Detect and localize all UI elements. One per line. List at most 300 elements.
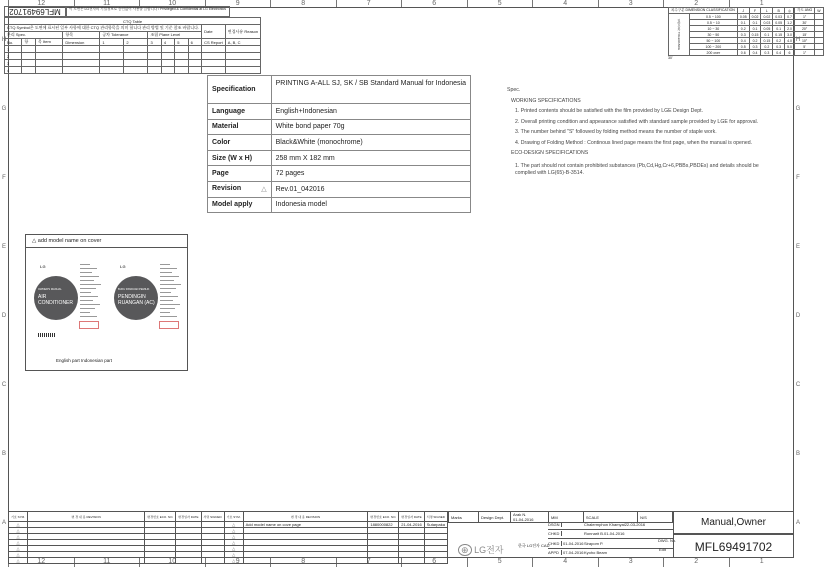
revision-date: 21-04-2016 (399, 522, 424, 528)
ruler-row-H: H (795, 37, 801, 43)
ctq-cell[interactable] (175, 67, 188, 74)
spec-value: English+Indonesian (271, 104, 470, 120)
spec-value: 258 mm X 182 mm (271, 150, 470, 166)
ctq-subheader: Dimension (63, 39, 100, 46)
ctq-cell[interactable] (175, 60, 188, 67)
ruler-row-G: G (795, 106, 801, 112)
ctq-cell[interactable] (22, 60, 36, 67)
spec-value: Indonesia model (271, 197, 470, 213)
revision-header: 변 경 내 용 REVISION (27, 512, 144, 522)
ctq-subheader: 6 (188, 39, 201, 46)
revision-header: 기호 SYM. (224, 512, 243, 522)
text-line (80, 288, 96, 289)
ctq-subheader: 3 (148, 39, 161, 46)
revision-symbol-icon: △ (224, 558, 243, 564)
text-line (160, 272, 172, 273)
revision-header: 서명 SIGNED (201, 512, 224, 522)
spec-value: PRINTING A-ALL SJ, SK / SB Standard Manual for Indonesia (271, 76, 470, 104)
ctq-note: CTQ Symbol은 도면에 표시된 일부 사항에 대한 CTQ 관리항목을 의미 합니다 관리 방법 및 기준 참조 바랍니다. (5, 25, 202, 32)
ctq-row (5, 53, 261, 60)
tol-value: 0.05 (773, 20, 785, 26)
text-line (80, 272, 92, 273)
tol-value: 0.4 (773, 50, 785, 56)
spec-value: Black&White (monochrome) (271, 135, 470, 151)
ctq-cell[interactable] (22, 53, 36, 60)
project: 한국 LG전자 CAD (518, 543, 550, 548)
title-block (448, 511, 794, 558)
revision-table (8, 511, 448, 564)
spec-row (208, 197, 471, 213)
revision-symbol-icon: △ (224, 540, 243, 546)
ruler-col-10: 10 (139, 0, 205, 7)
revision-date (176, 558, 201, 564)
revision-symbol-icon: △ (224, 522, 243, 528)
revision-header: 변경일자 DATE (399, 512, 424, 522)
revision-triangle-icon: △ (261, 186, 267, 194)
lg-logo: ⊕ LG전자 (458, 543, 503, 556)
tol-value: 6 (785, 50, 795, 56)
sign-date: 07-04-2016 (563, 550, 584, 556)
ctq-cell[interactable] (161, 60, 174, 67)
sign-name: Ronnarit B.01-04-2016 (584, 531, 625, 537)
text-line (80, 296, 98, 297)
tol-angle: 1° (794, 50, 814, 56)
text-line (160, 292, 171, 293)
revision-symbol-icon: △ (224, 534, 243, 540)
warning-triangle-icon: △ (32, 238, 37, 244)
revision-symbol-icon: △ (224, 528, 243, 534)
ctq-cell[interactable] (202, 60, 226, 67)
text-line (160, 288, 176, 289)
text-line (80, 284, 101, 285)
sign-row (548, 549, 673, 559)
spec-notes (507, 85, 779, 177)
ruler-col-11: 11 (74, 558, 140, 567)
spec-key: Specification (208, 76, 272, 104)
tol-angle: 5' (794, 44, 814, 50)
tol-value: 0.03 (773, 14, 785, 20)
ctq-cell[interactable] (225, 46, 260, 53)
ruler-col-4: 4 (532, 558, 598, 567)
revision-symbol-icon: △ (9, 534, 28, 540)
revision-eco (145, 558, 176, 564)
ctq-cell[interactable] (202, 53, 226, 60)
preview-title: add model name on cover (37, 238, 102, 244)
ruler-row-D: D (795, 313, 801, 319)
ctq-block (4, 6, 259, 74)
cover-left (32, 258, 104, 348)
model-name-highlight (159, 321, 179, 329)
lg-logo: LG (40, 264, 46, 269)
ruler-col-9: 9 (205, 0, 271, 7)
sign-role: CHKD (548, 541, 562, 546)
revision-symbol-icon: △ (9, 522, 28, 528)
ctq-cell[interactable] (175, 46, 188, 53)
ctq-subheader: 4 (161, 39, 174, 46)
ctq-cell[interactable] (202, 67, 226, 74)
cover-title: PENDINGIN RUANGAN (AC) (118, 294, 155, 306)
ruler-row-C: C (795, 382, 801, 388)
ruler-row-E: E (1, 244, 6, 250)
tol-value: 0.02 (761, 14, 773, 20)
ruler-col-9: 9 (205, 558, 271, 567)
working-title: WORKING SPECIFICATIONS (511, 97, 581, 104)
design-date: 01-04-2016 (513, 517, 534, 522)
tol-value: 2.0 (785, 26, 795, 32)
ruler-row-F: F (796, 175, 800, 181)
text-line (160, 296, 178, 297)
tol-value: 0.6 (737, 50, 749, 56)
ctq-cell[interactable] (175, 53, 188, 60)
ruler-col-10: 10 (139, 558, 205, 567)
tol-col: J (737, 8, 749, 14)
ctq-cell[interactable] (63, 53, 100, 60)
ruler-col-11: 11 (74, 0, 140, 7)
spec-row (208, 150, 471, 166)
ctq-cell[interactable] (22, 67, 36, 74)
tol-value: 0.5 (737, 44, 749, 50)
tol-range: 0.5 ~ 100 (689, 14, 737, 20)
edit-label: Edit (659, 547, 666, 552)
confidential-note: 이 도면은 LG전자의 기밀정보로 승인없이 사용을 금합니다 / Privileged & Confidential at LG Electronics (66, 6, 230, 17)
ruler-col-2: 2 (663, 558, 729, 567)
text-line (80, 312, 90, 313)
revision-text: Add model name on cove page (243, 522, 368, 528)
tol-value: 0.4 (737, 38, 749, 44)
tol-value: 0.4 (749, 50, 761, 56)
ctq-cell[interactable] (161, 46, 174, 53)
text-line (80, 276, 99, 277)
eco-item: 1. The part should not contain prohibited substances (Pb,Cd,Hg,Cr+6,PBBs,PBDEs) and details should be complied with LG(65)-B-3514. (515, 162, 759, 176)
ctq-cell[interactable] (100, 53, 124, 60)
ctq-cell[interactable] (148, 67, 161, 74)
ruler-col-3: 3 (598, 0, 664, 7)
ruler-row-B: B (795, 451, 800, 457)
revision-symbol-icon: △ (224, 552, 243, 558)
sign-date: 01-04-2016 (563, 540, 584, 546)
ruler-row-D: D (1, 313, 7, 319)
revision-date (399, 558, 424, 564)
working-item: 1. Printed contents should be satisfied with the film provided by LGE Design Dept. (515, 108, 704, 114)
scale-value: N/S (638, 512, 673, 523)
part-number: MFL69491702 (673, 534, 794, 558)
tol-col: L (761, 8, 773, 14)
ctq-cell[interactable] (100, 46, 124, 53)
sign-name: Sirapom P. (584, 540, 604, 546)
sign-row (548, 539, 673, 549)
ctq-cell[interactable] (225, 53, 260, 60)
ctq-subheader: 1 (100, 39, 124, 46)
revision-symbol-icon: △ (9, 546, 28, 552)
spec-key: Revision △ (208, 181, 272, 197)
ctq-row-no: 2 (5, 53, 22, 60)
ruler-row-C: C (1, 382, 7, 388)
ctq-cell[interactable] (124, 53, 148, 60)
ctq-row (5, 60, 261, 67)
part-name: Manual,Owner (673, 511, 794, 534)
tolerance-table (668, 7, 821, 60)
ruler-row-A: A (1, 520, 6, 526)
tol-value: 0.05 (737, 14, 749, 20)
cover-right (112, 258, 184, 348)
text-line (160, 316, 177, 317)
tol-value: 0.2 (761, 44, 773, 50)
working-item: 4. Drawing of Folding Method : Continous lined page means the first page, when the manual is opened. (515, 139, 753, 146)
ctq-cell[interactable] (124, 67, 148, 74)
ctq-row-no: 3 (5, 60, 22, 67)
sign-name: Chalermphon Khamyai22-03-2016 (584, 521, 646, 527)
ruler-col-1: 1 (729, 558, 795, 567)
text-line (160, 284, 181, 285)
spec-row (208, 166, 471, 182)
spec-row (208, 119, 471, 135)
tol-col: 각도 ANG (794, 8, 814, 14)
revision-signed: Sutarpaka (424, 522, 447, 528)
ctq-cell[interactable] (148, 46, 161, 53)
ctq-cell[interactable] (202, 46, 226, 53)
ruler-col-2: 2 (663, 0, 729, 7)
revision-text (243, 558, 368, 564)
mirrored-part-number: MFL69491702 (4, 6, 66, 17)
tol-value: 0.3 (773, 44, 785, 50)
sign-row (548, 520, 673, 530)
preview-caption: English part Indonesian part (56, 358, 113, 363)
ctq-cell[interactable] (63, 46, 100, 53)
tol-value: 0.03 (761, 20, 773, 26)
ctq-row-no: 4 (5, 67, 22, 74)
ruler-col-6: 6 (401, 558, 467, 567)
notes-title: Spec. (507, 87, 521, 93)
ctq-cell[interactable] (36, 46, 63, 53)
text-line (160, 264, 170, 265)
working-item: 2. Overall printing condition and appearance satisfied with standard sample provided by LGE for approval. (515, 118, 759, 125)
ruler-row-H: H (1, 37, 7, 43)
ctq-row-no: 1 (5, 46, 22, 53)
ruler-col-12: 12 (8, 558, 74, 567)
spec-value: 72 pages (271, 166, 470, 182)
text-line (160, 280, 174, 281)
ctq-subheader: 5 (175, 39, 188, 46)
tol-range: 100 ~ 200 (689, 44, 737, 50)
ctq-cell[interactable] (161, 67, 174, 74)
col-plane: 조립 Plane Level (148, 32, 202, 39)
col-reason: 변경사유 Reason (225, 25, 260, 39)
text-line (80, 292, 91, 293)
revision-header: 변경일자 DATE (176, 512, 201, 522)
sign-name: Kyoho Beam (584, 550, 607, 556)
ruler-col-1: 1 (729, 0, 795, 7)
sign-role: CHKD (548, 531, 562, 536)
revision-symbol-icon: △ (9, 552, 28, 558)
spec-key: Page (208, 166, 272, 182)
sign-row (548, 530, 673, 540)
spec-key: Model apply (208, 197, 272, 213)
tol-value: 0.3 (749, 44, 761, 50)
tol-angle: 10° (794, 38, 814, 44)
revision-symbol-icon: △ (9, 540, 28, 546)
ruler-col-8: 8 (270, 0, 336, 7)
spec-value: Rev.01_042016 (271, 181, 470, 197)
tol-range: 50 ~ 100 (689, 38, 737, 44)
ctq-subheader: 2 (124, 39, 148, 46)
ctq-subheader: No. (5, 39, 22, 46)
tol-value: 0.1 (761, 32, 773, 38)
scale-label: SCALE (583, 512, 637, 523)
spec-row (208, 135, 471, 151)
ctq-cell[interactable] (225, 60, 260, 67)
ctq-cell[interactable] (188, 53, 201, 60)
spec-row (208, 104, 471, 120)
revision-row (9, 558, 448, 564)
col-tol: 공차 Tolerance (100, 32, 148, 39)
tol-value: 0.05 (761, 26, 773, 32)
tol-angle: 20° (794, 26, 814, 32)
ctq-cell[interactable] (161, 53, 174, 60)
ctq-cell[interactable] (36, 53, 63, 60)
tol-col: ◎ (785, 8, 795, 14)
revision-eco: 1880000822 (368, 522, 399, 528)
designer: Arak N. (513, 512, 527, 517)
spec-value: White bond paper 70g (271, 119, 470, 135)
revision-symbol-icon: △ (224, 546, 243, 552)
text-line (80, 300, 93, 301)
sign-role: APPD (548, 550, 562, 555)
text-line (80, 268, 97, 269)
spec-key: Language (208, 104, 272, 120)
tol-value: 0.02 (749, 14, 761, 20)
ctq-row (5, 46, 261, 53)
tol-title: 치수구분 DIMENSION CLASSIFICATION (669, 8, 738, 14)
ctq-cell[interactable] (188, 67, 201, 74)
revision-header: 서명 SIGNED (424, 512, 447, 522)
barcode (38, 333, 56, 337)
text-line (160, 312, 170, 313)
cover-preview (25, 234, 188, 371)
sign-role: DSGN (548, 522, 562, 527)
ctq-title: CTQ Table (5, 18, 261, 25)
ctq-cell[interactable] (36, 60, 63, 67)
cover-label: BUKU PANDUAN PEMILIK (118, 288, 150, 291)
tol-value: 0.2 (737, 26, 749, 32)
text-line (80, 304, 100, 305)
ruler-col-6: 6 (401, 0, 467, 7)
tol-angle: 30' (668, 56, 673, 60)
dwg-label: DWG. No. (658, 538, 677, 543)
tol-value: 0.15 (749, 32, 761, 38)
tol-value: 0.15 (761, 38, 773, 44)
ctq-cell[interactable] (22, 46, 36, 53)
spec-row (208, 181, 471, 197)
ctq-cell[interactable] (124, 46, 148, 53)
ruler-col-5: 5 (467, 0, 533, 7)
design-dept: Design Dept. (479, 512, 511, 523)
tol-value: 0.1 (749, 26, 761, 32)
ctq-cell[interactable] (100, 67, 124, 74)
ruler-col-8: 8 (270, 558, 336, 567)
ruler-row-G: G (1, 106, 7, 112)
ruler-col-5: 5 (467, 558, 533, 567)
ruler-row-B: B (1, 451, 6, 457)
ruler-col-12: 12 (8, 0, 74, 7)
lg-logo: LG (120, 264, 126, 269)
tol-value: 0.7 (785, 14, 795, 20)
tol-value: 0.3 (737, 32, 749, 38)
ctq-cell[interactable] (188, 46, 201, 53)
ruler-col-7: 7 (336, 558, 402, 567)
tol-value: 0.1 (773, 26, 785, 32)
tol-col: F (749, 8, 761, 14)
eco-title: ECO-DESIGN SPECIFICATIONS (511, 150, 589, 156)
tol-value: 5.0 (785, 44, 795, 50)
ctq-subheader: 항 (22, 39, 36, 46)
ctq-cell[interactable] (148, 53, 161, 60)
spec-key: Size (W x H) (208, 150, 272, 166)
revision-signed (201, 558, 224, 564)
revision-symbol-icon: △ (9, 528, 28, 534)
ruler-row-F: F (2, 175, 6, 181)
tol-value: 0.2 (749, 38, 761, 44)
ctq-cell[interactable] (225, 67, 260, 74)
ruler-col-4: 4 (532, 0, 598, 7)
ctq-subheader: 목 Item (36, 39, 63, 46)
tol-value: 3.0 (785, 32, 795, 38)
tol-angle: 1° (794, 14, 814, 20)
ctq-cell[interactable] (124, 60, 148, 67)
col-item: 항목 (63, 32, 100, 39)
tol-range: 10 ~ 30 (689, 26, 737, 32)
ctq-cell[interactable] (188, 60, 201, 67)
text-line (80, 316, 97, 317)
text-line (80, 264, 90, 265)
working-item: 3. The number behind "S" followed by folding method means the number of staple work. (515, 129, 717, 135)
tol-value: 0.3 (761, 50, 773, 56)
ctq-cell[interactable] (36, 67, 63, 74)
col-spec: 관리 Spec. (5, 32, 63, 39)
revision-signed (424, 558, 447, 564)
revision-eco (368, 558, 399, 564)
ctq-cell[interactable] (63, 67, 100, 74)
unit: MM (549, 512, 584, 523)
tol-range: 200 over (689, 50, 737, 56)
ctq-cell[interactable] (148, 60, 161, 67)
text-line (160, 300, 173, 301)
tol-value: 0.2 (773, 38, 785, 44)
tol-col: B (773, 8, 785, 14)
revision-header: 변경번호 ECO. NO. (145, 512, 176, 522)
text-line (80, 308, 95, 309)
revision-header: 변경번호 ECO. NO. (368, 512, 399, 522)
marks: Marks (449, 512, 479, 523)
tol-angle: 30' (794, 20, 814, 26)
text-line (160, 304, 180, 305)
ctq-subheader: A, B, C (225, 39, 260, 46)
text-line (160, 276, 179, 277)
ruler-row-E: E (795, 244, 800, 250)
ctq-cell[interactable] (63, 60, 100, 67)
text-line (160, 268, 177, 269)
ctq-cell[interactable] (100, 60, 124, 67)
col-date: Date (202, 25, 226, 39)
ruler-col-3: 3 (598, 558, 664, 567)
cover-title: AIR CONDITIONER (38, 294, 73, 306)
spec-table (207, 75, 471, 213)
revision-symbol-icon: △ (9, 558, 28, 564)
model-name-highlight (79, 321, 99, 329)
spec-key: Material (208, 119, 272, 135)
tol-range: 30 ~ 50 (689, 32, 737, 38)
text-line (80, 280, 94, 281)
spec-row (208, 76, 471, 104)
